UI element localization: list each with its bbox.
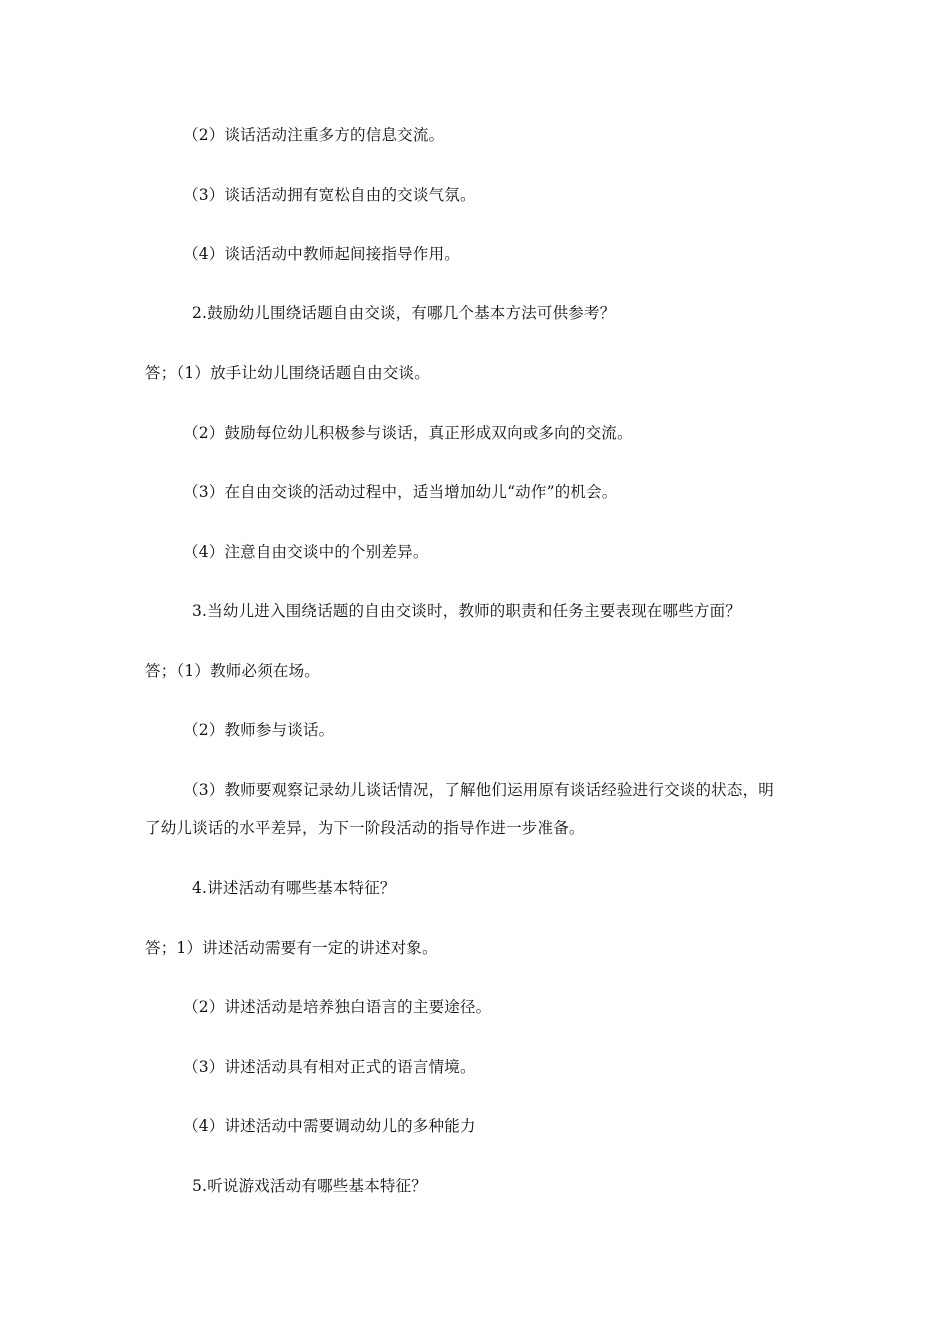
- text-line: （4）注意自由交谈中的个别差异。: [183, 543, 429, 561]
- text-line: （3）教师要观察记录幼儿谈话情况，了解他们运用原有谈话经验进行交谈的状态，明: [183, 781, 774, 799]
- question-heading: 4.讲述活动有哪些基本特征？: [192, 879, 396, 897]
- question-heading: 5.听说游戏活动有哪些基本特征？: [192, 1177, 427, 1195]
- text-line: （2）讲述活动是培养独白语言的主要途径。: [183, 998, 492, 1016]
- question-heading: 2.鼓励幼儿围绕话题自由交谈，有哪几个基本方法可供参考？: [192, 304, 616, 322]
- answer-line: 答；（1）放手让幼儿围绕话题自由交谈。: [145, 364, 430, 382]
- question-heading: 3.当幼儿进入围绕话题的自由交谈时，教师的职责和任务主要表现在哪些方面？: [192, 602, 741, 620]
- text-line: （2）谈话活动注重多方的信息交流。: [183, 126, 445, 144]
- answer-line: 答；（1）教师必须在场。: [145, 662, 321, 680]
- text-line: （4）讲述活动中需要调动幼儿的多种能力: [183, 1117, 476, 1135]
- text-line: （2）鼓励每位幼儿积极参与谈话，真正形成双向或多向的交流。: [183, 424, 633, 442]
- text-line: （2）教师参与谈话。: [183, 721, 335, 739]
- text-line: （3）在自由交谈的活动过程中，适当增加幼儿“动作”的机会。: [183, 483, 618, 501]
- text-line: （4）谈话活动中教师起间接指导作用。: [183, 245, 460, 263]
- text-line-continued: 了幼儿谈话的水平差异，为下一阶段活动的指导作进一步准备。: [145, 819, 585, 837]
- text-line: （3）讲述活动具有相对正式的语言情境。: [183, 1058, 476, 1076]
- answer-line: 答；1）讲述活动需要有一定的讲述对象。: [145, 939, 438, 957]
- text-line: （3）谈话活动拥有宽松自由的交谈气氛。: [183, 186, 476, 204]
